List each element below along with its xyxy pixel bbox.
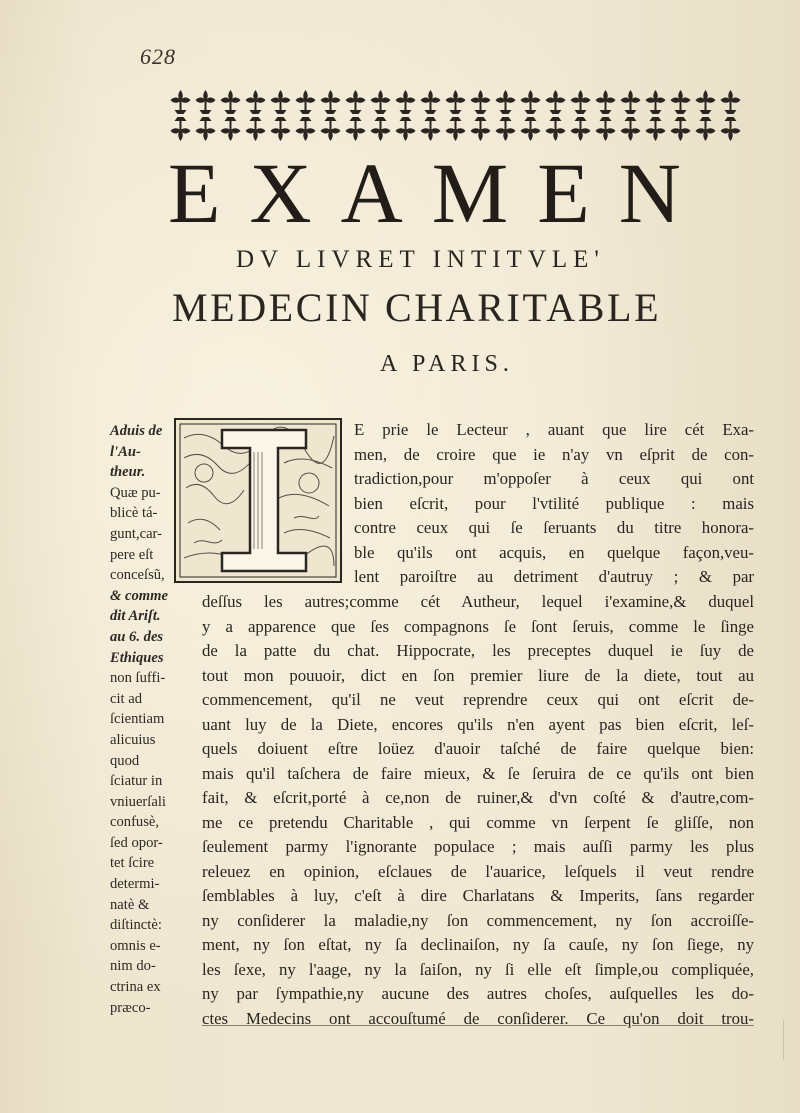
margin-note-line: gunt,car- <box>110 525 162 542</box>
fleuron-bottom <box>546 117 566 141</box>
margin-note-line: tet ſcire <box>110 855 155 872</box>
body-line: fait, & eſcrit,porté à ce,non de ruiner,& d'vn coſté & d'autre,com- <box>202 788 754 807</box>
margin-note-line: Quæ pu- <box>110 484 161 501</box>
body-line: mais qu'il taſchera de faire mieux, & ſe ſeruira de ce qu'ils ont bien <box>202 763 754 783</box>
margin-note-line: blicè tá- <box>110 505 158 522</box>
fleuron-top <box>196 90 216 114</box>
margin-note-line: dit Ariſt. <box>110 608 161 625</box>
fleuron-bottom <box>446 117 466 141</box>
fleuron-top <box>171 90 191 114</box>
body-top-line: men, de croire que ie n'ay vn eſprit de con- <box>354 444 754 464</box>
margin-note-line: præco- <box>110 999 151 1016</box>
fleuron-bottom <box>246 117 266 141</box>
fleuron-top <box>221 90 241 114</box>
fleuron-bottom <box>171 117 191 141</box>
woodcut-initial-i <box>174 418 342 583</box>
main-title: EXAMEN <box>168 145 710 241</box>
fleuron-bottom <box>321 117 341 141</box>
fleuron-bottom <box>696 117 716 141</box>
fleuron-top <box>571 90 591 114</box>
body-line: ment, ny ſon eſtat, ny ſa declinaiſon, ny ſa cauſe, ny ſon ſiege, ny <box>202 935 754 954</box>
margin-note-line: l'Au- <box>110 443 141 460</box>
body-line: me ce pretendu Charitable , qui comme vn ſerpent ſe gliſſe, non <box>202 812 754 832</box>
body-line: deſſus les autres;comme cét Autheur, lequel i'examine,& duquel <box>202 592 754 611</box>
margin-note-line: & comme <box>110 587 168 604</box>
margin-note-line: au 6. des <box>110 628 164 645</box>
fleuron-top <box>521 90 541 114</box>
body-text-top <box>354 418 754 590</box>
margin-note-line: alicuius <box>110 731 156 748</box>
fleuron-top <box>421 90 441 114</box>
fleuron-top <box>321 90 341 114</box>
body-top-line: E prie le Lecteur , auant que lire cét Exa- <box>354 420 754 439</box>
fleuron-top <box>296 90 316 114</box>
body-top-line: lent paroiſtre au detriment d'autruy ; & par <box>354 567 754 586</box>
fleuron-bottom <box>521 117 541 141</box>
margin-note-line: ſciatur in <box>110 773 163 790</box>
fleuron-top <box>371 90 391 114</box>
margin-note-line: nim do- <box>110 958 156 975</box>
margin-note-line: diſtinctè: <box>110 917 162 934</box>
body-top-line: ble qu'ils ont acquis, en quelque façon,veu- <box>354 542 754 562</box>
margin-note-line: natè & <box>110 896 150 913</box>
margin-note-line: quod <box>110 752 140 769</box>
fleuron-bottom <box>596 117 616 141</box>
body-top-line: bien eſcrit, pour l'vtilité publique : mais <box>354 493 754 513</box>
body-line: releuez en opinion, eſclaues de l'auarice, leſquels il veut rendre <box>202 861 754 881</box>
body-line: commencement, qu'il ne veut reprendre ceux qui ont eſcrit de- <box>202 690 754 709</box>
fleuron-top <box>671 90 691 114</box>
fleuron-bottom <box>296 117 316 141</box>
fleuron-bottom <box>421 117 441 141</box>
fleuron-bottom <box>496 117 516 141</box>
margin-note-line: non ſuffi- <box>110 670 166 687</box>
fleuron-top <box>546 90 566 114</box>
fleuron-bottom <box>646 117 666 141</box>
margin-note-line: ctrina ex <box>110 979 161 996</box>
fleuron-bottom <box>346 117 366 141</box>
body-top-line: tradiction,pour m'oppoſer à ceux qui ont <box>354 469 754 488</box>
fleuron-top <box>271 90 291 114</box>
fleuron-top <box>446 90 466 114</box>
margin-note-line: omnis e- <box>110 937 161 954</box>
fleuron-top <box>596 90 616 114</box>
fleuron-top <box>471 90 491 114</box>
fleuron-top <box>496 90 516 114</box>
subtitle: DV LIVRET INTITVLE' <box>236 246 605 273</box>
fleuron-bottom <box>371 117 391 141</box>
body-line: ſemblables à luy, c'eſt à dire Charlatans & Imperits, ſans regarder <box>202 886 754 905</box>
fleuron-top <box>621 90 641 114</box>
body-line: y a apparence que ſes compagnons ſe ſont ſeruis, comme le ſinge <box>202 616 754 636</box>
place-title: A PARIS. <box>380 351 514 377</box>
margin-note-line: confusè, <box>110 814 160 831</box>
margin-note-line: pere eſt <box>110 546 154 563</box>
fleuron-bottom <box>471 117 491 141</box>
body-line: ny par ſympathie,ny aucune des autres choſes, auſquelles les do- <box>202 984 754 1003</box>
body-line: ctes Medecins ont accouſtumé de conſiderer. Ce qu'on doit trou- <box>202 1008 754 1028</box>
body-line: uant luy de la Diete, encores qu'ils n'en ayent pas bien eſcrit, leſ- <box>202 714 754 734</box>
body-line: quels doiuent eſtre loüez d'auoir taſché de faire quelque bien: <box>202 739 754 758</box>
fleuron-top <box>246 90 266 114</box>
page-number: 628 <box>140 44 176 69</box>
margin-note-line: determi- <box>110 876 160 893</box>
fleuron-bottom <box>221 117 241 141</box>
margin-note-line: Ethiques <box>110 649 164 666</box>
fleuron-top <box>696 90 716 114</box>
fleuron-bottom <box>571 117 591 141</box>
body-top-line: contre ceux qui ſe ſeruants du titre honora- <box>354 518 754 537</box>
margin-note-line: vniuerſali <box>110 793 166 810</box>
fleuron-bottom <box>671 117 691 141</box>
fleuron-top <box>646 90 666 114</box>
fleuron-bottom <box>621 117 641 141</box>
margin-note-line: Aduis de <box>110 423 163 439</box>
margin-note-line: ſcientiam <box>110 711 165 728</box>
margin-note-line: ſed opor- <box>110 834 163 851</box>
fleuron-bottom <box>196 117 216 141</box>
fleuron-top <box>721 90 741 114</box>
fleuron-top <box>346 90 366 114</box>
body-line: de la patte du chat. Hippocrate, les preceptes duquel ie ſuy de <box>202 641 754 660</box>
body-line: tout mon pouuoir, dict en ſon premier liure de la diete, tout au <box>202 665 754 685</box>
subject-title: MEDECIN CHARITABLE <box>172 285 662 330</box>
fleuron-bottom <box>721 117 741 141</box>
fleuron-bottom <box>271 117 291 141</box>
scan-edge-mark <box>783 1020 794 1060</box>
fleuron-top <box>396 90 416 114</box>
fleuron-bottom <box>396 117 416 141</box>
body-text <box>202 590 754 1031</box>
margin-note-line: cit ad <box>110 690 143 707</box>
fleuron-ornament-band <box>168 88 743 144</box>
margin-note-line: theur. <box>110 464 146 481</box>
body-line: ny conſiderer la maladie,ny ſon commencement, ny ſon accroiſſe- <box>202 910 754 930</box>
margin-note-line: conceſsũ, <box>110 567 165 584</box>
body-line: les ſexe, ny l'aage, ny la ſaiſon, ny ſi elle eſt ſimple,ou compliquée, <box>202 959 754 979</box>
body-line: ſeulement parmy l'ignorante populace ; mais auſſi parmy les plus <box>202 837 754 856</box>
